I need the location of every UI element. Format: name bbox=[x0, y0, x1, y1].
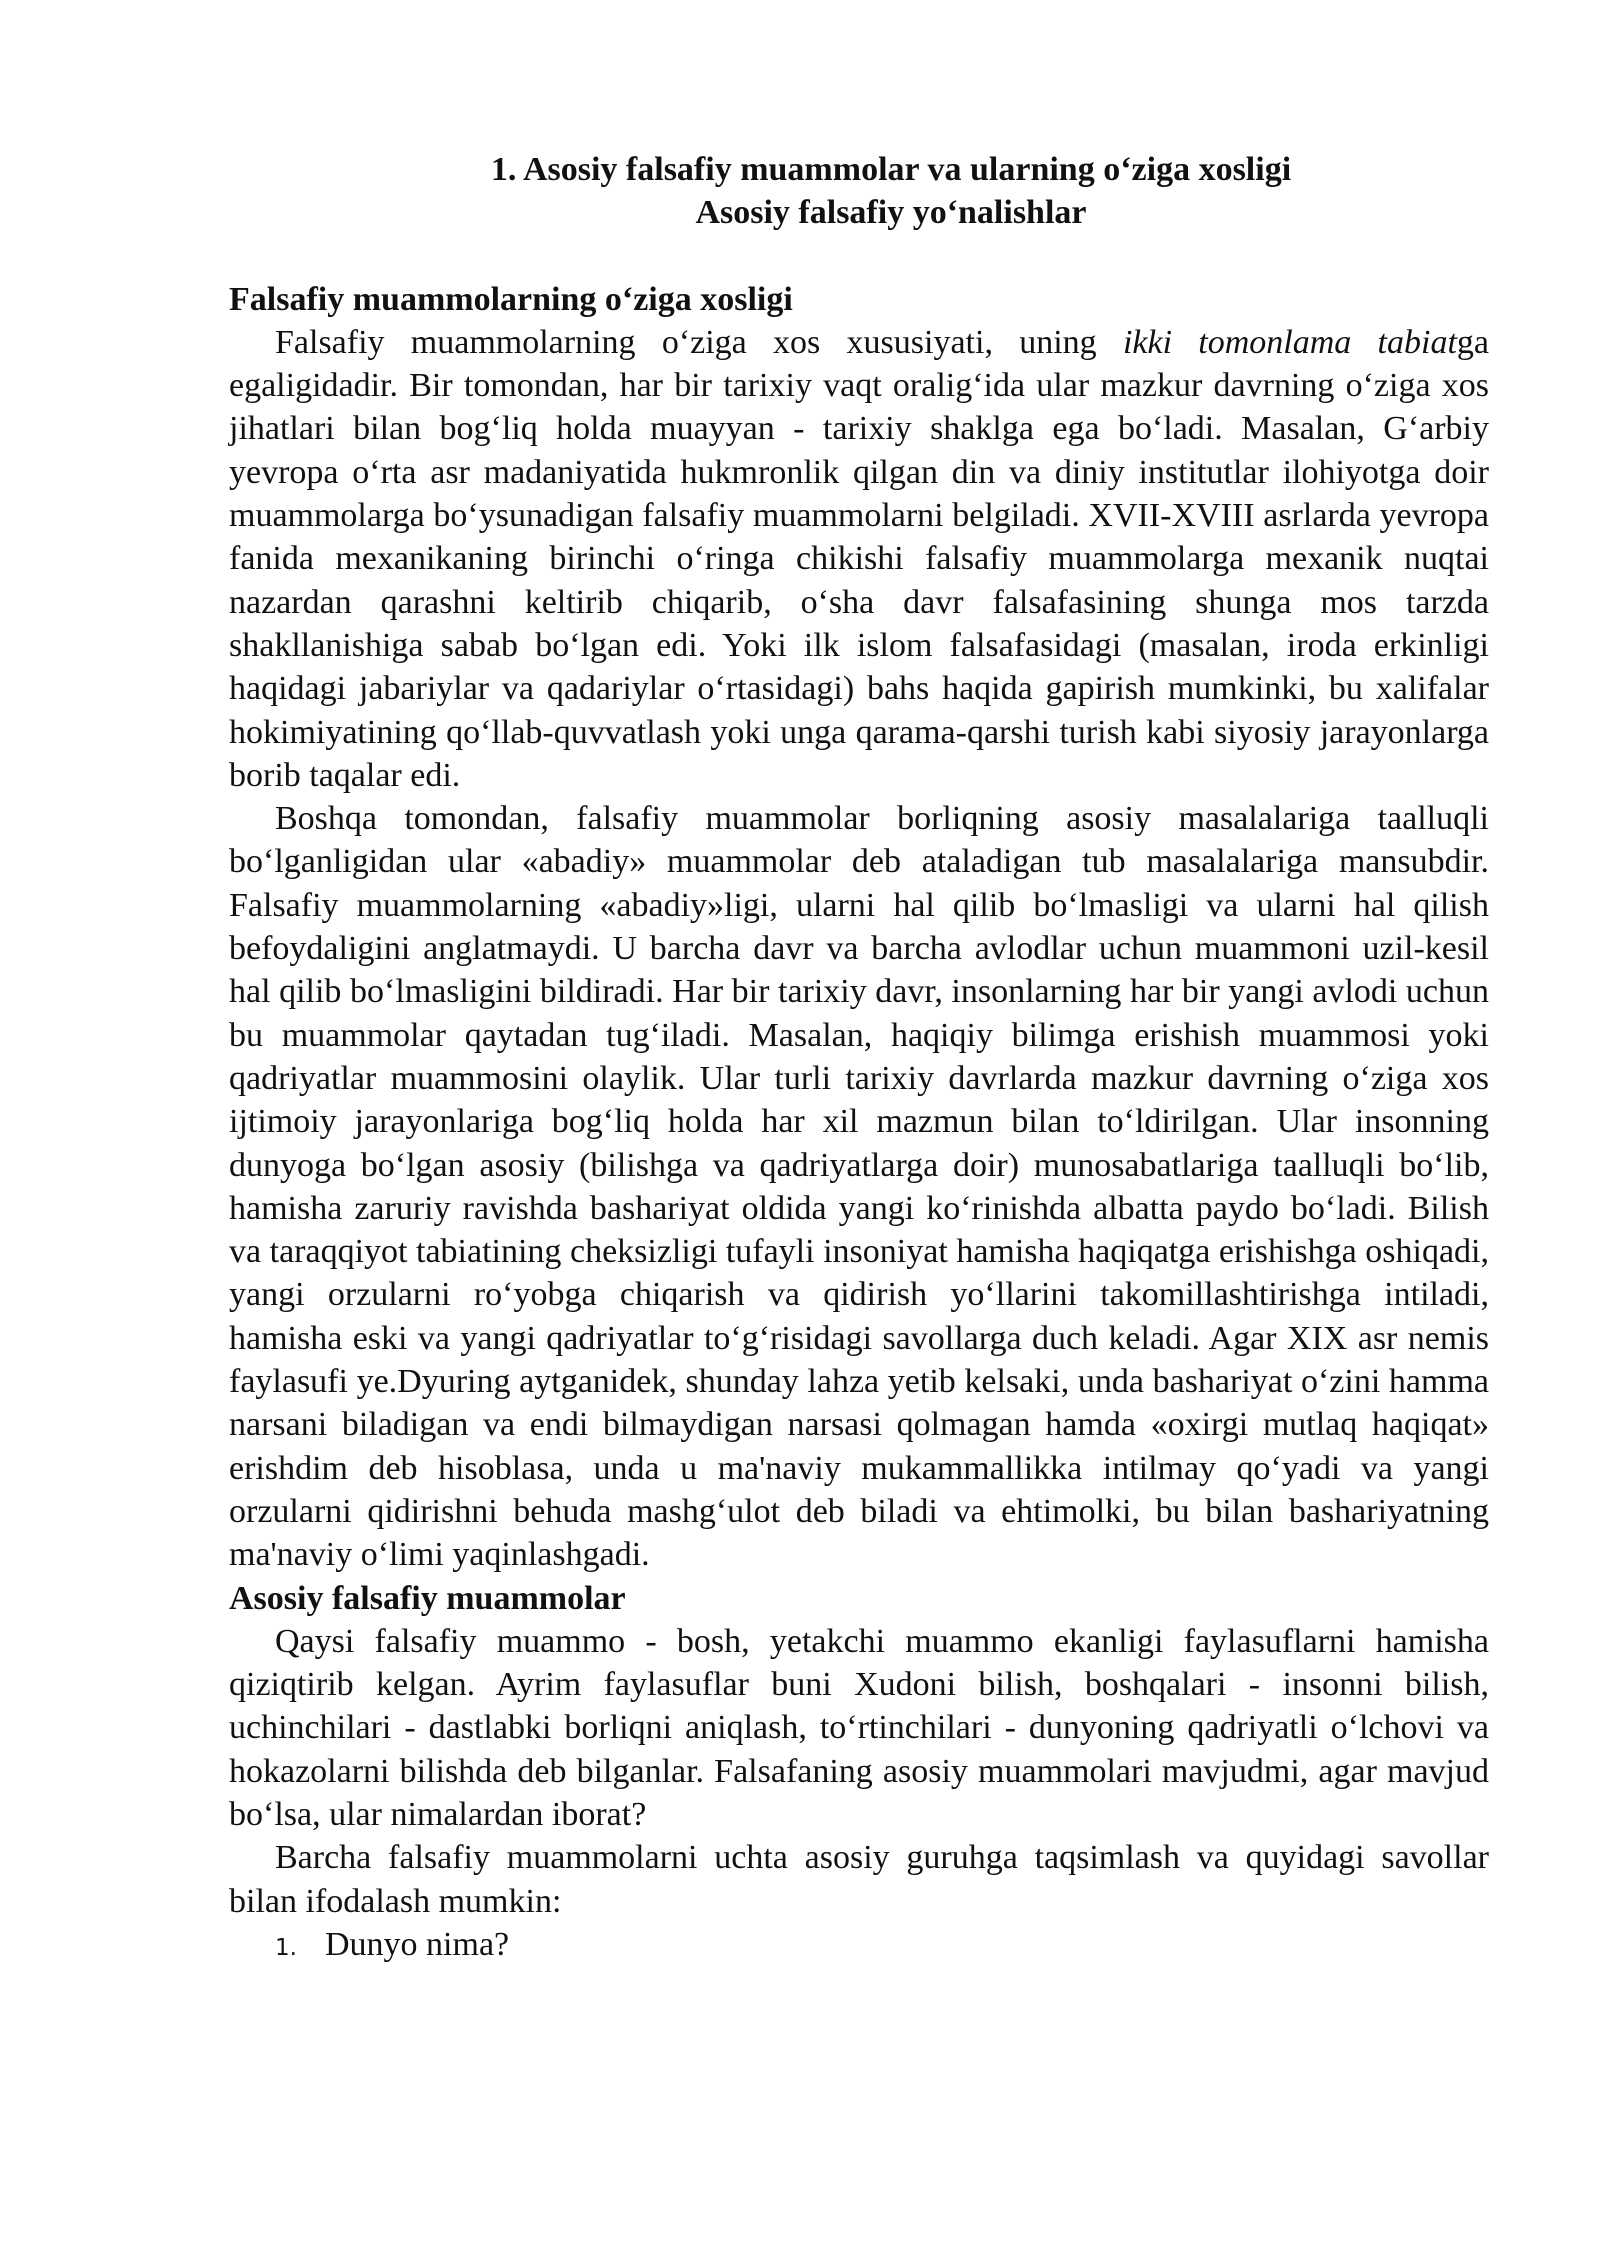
paragraph-3: Qaysi falsafiy muammo - bosh, yetakchi muammo ekanligi faylasuflarni hamisha qiziqtirib kelgan. Ayrim faylasuflar buni Xudoni bilish, boshqalari - insonni bilish, uchinchilari - dastlabki borliqni aniqlash, to‘rtinchilari - dunyoning qadriyatli o‘lchovi va hokazolarni bilishda deb bilganlar. Falsafaning asosiy muammolari mavjudmi, agar mavjud bo‘lsa, ular nimalardan iborat? bbox=[229, 1622, 1489, 1833]
paragraph-1-start: Falsafiy muammolarning o‘ziga xos xususiyati, uning bbox=[275, 323, 1123, 361]
list-item bbox=[229, 1923, 1489, 1970]
document-title: 1. Asosiy falsafiy muammolar va ularning o‘ziga xosligi bbox=[490, 151, 1292, 188]
paragraph-2: Boshqa tomondan, falsafiy muammolar borliqning asosiy masalalariga taalluqli bo‘lganligidan ular «abadiy» muammolar deb ataladigan tub masalalariga mansubdir. Falsafiy muammolarning «abadiy»ligi, ularni hal qilib bo‘lmasligi va ularni hal qilish befoydaligini anglatmaydi. U barcha davr va barcha avlodlar uchun muammoni uzil-kesil hal qilib bo‘lmasligini bildiradi. Har bir tarixiy davr, insonlarning har bir yangi avlodi uchun bu muammolar qaytadan tug‘iladi. Masalan, haqiqiy bilimga erishish muammosi yoki qadriyatlar muammosini olaylik. Ular turli tarixiy davrlarda mazkur davrning o‘ziga xos ijtimoiy jarayonlariga bog‘liq holda har xil mazmun bilan to‘ldirilgan. Ular insonning dunyoga bo‘lgan asosiy (bilishga va qadriyatlarga doir) munosabatlariga taalluqli bo‘lib, hamisha zaruriy ravishda bashariyat oldida yangi ko‘rinishda albatta paydo bo‘ladi. Bilish va taraqqiyot tabiatining cheksizligi tufayli insoniyat hamisha haqiqatga erishishga oshiqadi, yangi orzularni ro‘yobga chiqarish va qidirish yo‘llarini takomillashtirishga intiladi, hamisha eski va yangi qadriyatlar to‘g‘risidagi savollarga duch keladi. Agar XIX asr nemis faylasufi ye.Dyuring aytganidek, shunday lahza yetib kelsaki, unda bashariyat o‘zini hamma narsani biladigan va endi bilmaydigan narsasi qolmagan hamda «oxirgi mutlaq haqiqat» erishdim deb hisoblasa, unda u ma'naviy mukammallikka intilmay qo‘yadi va yangi orzularni qidirishni behuda mashg‘ulot deb biladi va ehtimolki, bu bilan bashariyatning ma'naviy o‘limi yaqinlashgadi. bbox=[229, 800, 1489, 1574]
document-page bbox=[229, 148, 1489, 1970]
paragraph-1 bbox=[229, 321, 1489, 797]
paragraph-1-end: ga egaligidadir. Bir tomondan, har bir tarixiy vaqt oralig‘ida ular mazkur davrning o‘ziga xos jihatlari bilan bog‘liq holda muayyan - tarixiy shaklga ega bo‘ladi. Masalan, G‘arbiy yevropa o‘rta asr madaniyatida hukmronlik qilgan din va diniy institutlar ilohiyotga doir muammolarga bo‘ysunadigan falsafiy muammolarni belgiladi. XVII-XVIII asrlarda yevropa fanida mexanikaning birinchi o‘ringa chikishi falsafiy muammolarga mexanik nuqtai nazardan qarashni keltirib chiqarib, o‘sha davr falsafasining shunga mos tarzda shakllanishiga sabab bo‘lgan edi. Yoki ilk islom falsafasidagi (masalan, iroda erkinligi haqidagi jabariylar va qadariylar o‘rtasidagi) bahs haqida gapirish mumkinki, bu xalifalar hokimiyatining qo‘llab-quvvatlash yoki unga qarama-qarshi turish kabi siyosiy jarayonlarga borib taqalar edi. bbox=[229, 323, 1489, 794]
section-heading-asosiy-falsafiy-muammolar: Asosiy falsafiy muammolar bbox=[229, 1579, 626, 1617]
paragraph-4: Barcha falsafiy muammolarni uchta asosiy guruhga taqsimlash va quyidagi savollar bilan ifodalash mumkin: bbox=[229, 1839, 1489, 1920]
list-item-number: 1. bbox=[275, 1934, 297, 1961]
list-item-text: Dunyo nima? bbox=[325, 1925, 510, 1963]
section-heading-falsafiy-muammolar-xosligi: Falsafiy muammolarning o‘ziga xosligi bbox=[229, 280, 793, 318]
document-subtitle: Asosiy falsafiy yo‘nalishlar bbox=[695, 194, 1087, 232]
title-spacer bbox=[229, 235, 1489, 278]
paragraph-1-italic: ikki tomonlama tabiat bbox=[1122, 323, 1457, 361]
